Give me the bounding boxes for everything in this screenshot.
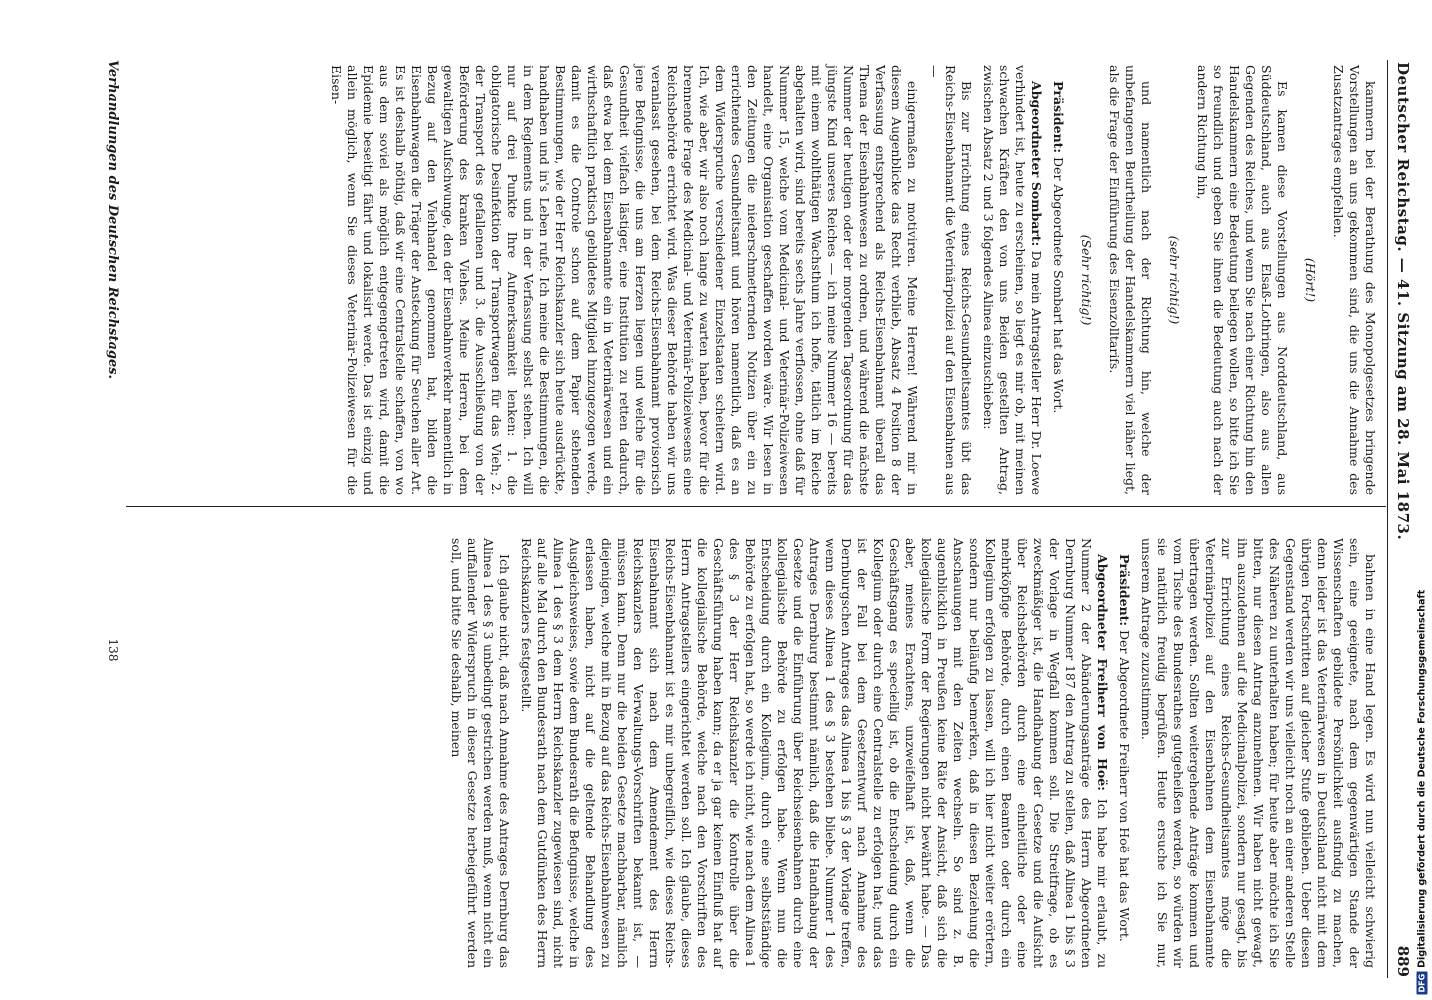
paragraph: kammern bei der Berathung des Monopolgesetzes bringende Vorstellungen an uns gekommen sind, die uns die Annahme des Zusatzantrages empfehlen. [1331,65,1378,495]
speech-paragraph [518,538,1110,968]
speech-text: Ich habe mir erlaubt, zu Nummer 2 der Abänderungsanträge des Herrn Abgeordneten Dernburg Nummer 187 den Antrag zu stellen, daß Alinea 1 bis § 3 der Vorlage in Wegfall kommen soll. Die Streitfrage, ob es zweckmäßiger ist, die Handhabung der Gesetze und die Aufsicht über Reichsbehörden durch eine einheitliche oder eine mehrköpfige Behörde, durch einen Beamten oder durch ein Kollegium erfolgen zu lassen, will ich hier nicht weiter erörtern, sondern nur beiläufig bemerken, daß in diesen Beziehung die Anschauungen mit den Zeiten wechseln. So sind z. B. augenblicklich in Preußen keine Räte der Ansicht, daß sich die kollegialische Form der Regierungen nicht bewährt habe. — Das aber, meines Erachtens, unzweifelhaft ist, daß, wenn die Geschäftsgang es speciellig ist, ob die Entscheidung durch ein Kollegium oder durch eine Centralstelle zu erfolgen hat; und das ist der Fall bei dem Gesetzentwurf nach Annahme des Dernburgschen Antrages das Alinea 1 bis § 3 der Vorlage treffen, wenn dieses Alinea 1 des § 3 bestehen bliebe. Nummer 1 des Antrages Dernburg bestimmt nämlich, daß die Handhabung der Gesetze und die Einführung über Reichseisenbahnen durch eine kollegialische Behörde zu erfolgen habe. Wenn nun die Entscheidung durch ein Kollegium, durch eine selbstständige Behörde zu erfolgen hat, so werde ich nicht, wie nach dem Alinea 1 des § 3 der Herr Reichskanzler die Kontrolle über die Geschäftsführung haben kann; da er ja gar keinen Einfluß hat auf die kollegialische Behörde, welche nach den Vorschriften des Herrn Antragstellers eingerichtet werden soll. Ich glaube, dieses Reichs-Eisenbahnamt ist es mir unbegreiflich, wie dieses Reichs-Eisenbahnamt sich nach dem Amendement des Herrn Reichskanzlers den Verwaltungs-Vorschriften bekannt ist, — müssen kann. Denn nur die beiden Gesetze machbarbar, nämlich diejenigen, welche mit in Bezug auf das Reichs-Eisenbahnwesen zu erlassen haben, nicht auf die geltende Behandlung des Ausgleichsweises, sowie dem Bundesrath die Befugnisse, welche in Alinea 1 des § 3 dem Herrn Reichskanzler zugewiesen sind, nicht auf alle Mal durch den Bundesrath nach dem Gutdünken des Herrn Reichskanzlers festgestellt. [519,538,1110,969]
interjection: (Sehr richtig!) [1079,234,1094,326]
left-column [322,65,1378,495]
speaker-name: Präsident: [1117,554,1132,627]
speech-text: Der Abgeordnete Freiherr von Hoë hat das Wort. [1117,626,1132,942]
interjection: (sehr richtig!) [1167,235,1182,325]
paragraph: Es kamen diese Vorstellungen aus Norddeutschland, aus Süddeutschland, auch aus Elsaß-Lothringen, also aus allen Gegenden des Reiches, und wenn Sie nach einer Richtung hin den Handelskammern eine Bedeutung beilegen wollen, so bitte ich Sie so freundlich und geben Sie ihnen die Bedeutung auch nach der andern Richtung hin, [1195,65,1290,495]
right-column [442,538,1378,968]
paragraph: einigermaßen zu motiviren. Meine Herren! Während mir in diesem Augenblicke das Recht verblieb, Absatz 4 Position 8 der Verfassung entsprechend als Reichs-Eisenbahnamt überall das Thema der Eisenbahnwesen zu ordnen, und während die nächste Nummer der heutigen oder der morgenden Tagesordnung für das jüngste Kind unseres Reiches — ich meine Nummer 16 — bereits mit einem wohlthätigen Wachsthum ich hoffe, tätlich im Reiche abgehalten wird, sind bereits sechs Jahre verflossen, ohne daß für Nummer 15, welche vom Medicinal- und Veterinär-Polizeiwesen handelt, eine Organisation geschaffen worden wäre. Wir lesen in den Zeitungen die niederschmetternden Notizen über ein zu errichtendes Gesundheitsamt und hören namentlich, daß es an dem Widerspruche verschiedener Einzelstaaten scheitern wird. Ich, wie aber, wir also noch lange zu warten haben, bevor für die brennende Frage des Medicinal- und Veterinär-Polizeiwesens eine Reichsbehörde errichtet wird. Was dieser Behörde haben wir uns veranlasst gesehen, bei dem Reichs-Eisenbahnamt provisorisch jene Befugnisse, die uns am Herzen liegen und welche für die Gesundheit vielfach lästiger, eine Institution zu retten dadurch, daß etwa bei dem Eisenbahnamte ein in Veterinärwesen und ein wirthschaftlich praktisch gebildetes Mitglied hinzugezogen werde, damit es die Controle schon auf dem Papier stehenden Bestimmungen, wie der Herr Reichskanzler sich heute ausdrückte, handhaben und in's Leben rufe. Ich meine die Bestimmungen, die in dem Reglements und in der Verfassung selbst stehen. Ich will nur auf drei Punkte Ihre Aufmerksamkeit lenken: 1. die obligatorische Desinfektion der Transportwagen für das Vieh; 2. der Transport des gefallenen und 3. die Ausschließung von der Beförderung des kranken Viehes. Meine Herren, bei dem gewaltigen Aufschwunge, den der Eisenbahnverkehr namentlich in Bezug auf den Viehhandel genommen hat, bilden die Eisenbahnwagen die Träger der Ansteckung für Seuchen aller Art. Es ist deshalb nöthig, daß wir eine Centralstelle schaffen, von wo aus dem soviel als möglich entgegengetreten wird, damit die Epidemie beseitigt fährt und lokalisirt werde. Das ist einzig und allein möglich, wenn Sie dieses Veterinär-Polizeiwesen für die Eisen- [329,65,920,495]
speech-text: Da mein Antragsteller Herr Dr. Loewe verhindert ist, heute zu erscheinen, so liegt es mir ob, mit meinen schwachen Kräften den von uns Beiden gestellten Antrag, zwischen Absatz 2 und 3 folgendes Alinea einzuschieben: [981,65,1044,496]
running-header [1392,62,1414,977]
speech-text: Der Abgeordnete Sombart hat das Wort. [1051,153,1066,414]
footer-page-number: 138 [106,638,120,662]
paragraph: Ich glaube nicht, daß nach Annahme des Antrages Dernburg das Alinea 1 des § 3 unbedingt gestrichen werden muß, wenn nicht ein auffallender Widerspruch in dieser Gesetze herbeigeführt werden soll, und bitte Sie deshalb, meinen [449,538,512,968]
speaker-name: Abgeordneter Sombart: [1029,81,1044,247]
digitization-credit [1412,0,1432,1000]
header-rule [1387,60,1388,978]
speech-paragraph [1116,538,1132,968]
interjection: (Hört!) [1303,257,1318,303]
header-page-number: 889 [1394,945,1412,977]
paragraph: und namentlich nach der Richtung hin, welche der unbefangenen Beurtheilung der Handelskammern viel näher liegt, als die Frage der Einführung des Eisenzolltarifs. [1107,65,1154,495]
paragraph: bahnen in eine Hand legen. Es wird nun vielleicht schwierig sein, eine geeignete, nach dem gegenwärtigen Stande der Wissenschaften gebildete Persönlichkeit ausfindig zu machen, denn leider ist das Veterinärwesen in Deutschland nicht mit dem übrigen Fortschritten auf gleicher Stufe geblieben. Ueber diesen Gegenstand werden wir uns vielleicht noch an einer anderen Stelle des Näheren zu unterhalten haben; für heute aber möchte ich Sie bitten, nur diesen Antrag anzunehmen. Wir haben nicht gewagt, ihn auszudehnen auf die Medicinalpolizei, sondern nur gesagt, bis zur Errichtung eines Reichs-Gesundheitsamtes möge die Veterinärpolizei auf den Eisenbahnen dem Eisenbahnamte übertragen werden. Sollten weitergehende Anträge kommen und vom Tische des Bundesrathes gutgeheißen werden, so würden wir sie natürlich freudig begrüßen. Heute ersuche ich Sie nur, unserem Antrage zuzustimmen. [1139,538,1378,968]
speech-paragraph [1050,65,1066,495]
footer-signature: Verhandlungen des Deutschen Reichstages. [105,60,120,380]
header-title: Deutscher Reichstag. — 41. Sitzung am 28. Mai 1873. [1394,62,1412,541]
speech-paragraph [980,65,1044,495]
credit-text: Digitalisierung gefördert durch die Deutsche Forschungsgemeinschaft [1416,589,1428,968]
dfg-logo-icon: DFG [1417,973,1427,993]
speaker-name: Präsident: [1051,81,1066,154]
speaker-name: Abgeordneter Freiherr von Hoë: [1095,554,1110,791]
column-divider [126,506,1386,507]
paragraph: Bis zur Errichtung eines Reichs-Gesundheitsamtes übt das Reichs-Eisenbahnamt die Veterinärpolizei auf den Eisenbahnen aus — [927,65,974,495]
